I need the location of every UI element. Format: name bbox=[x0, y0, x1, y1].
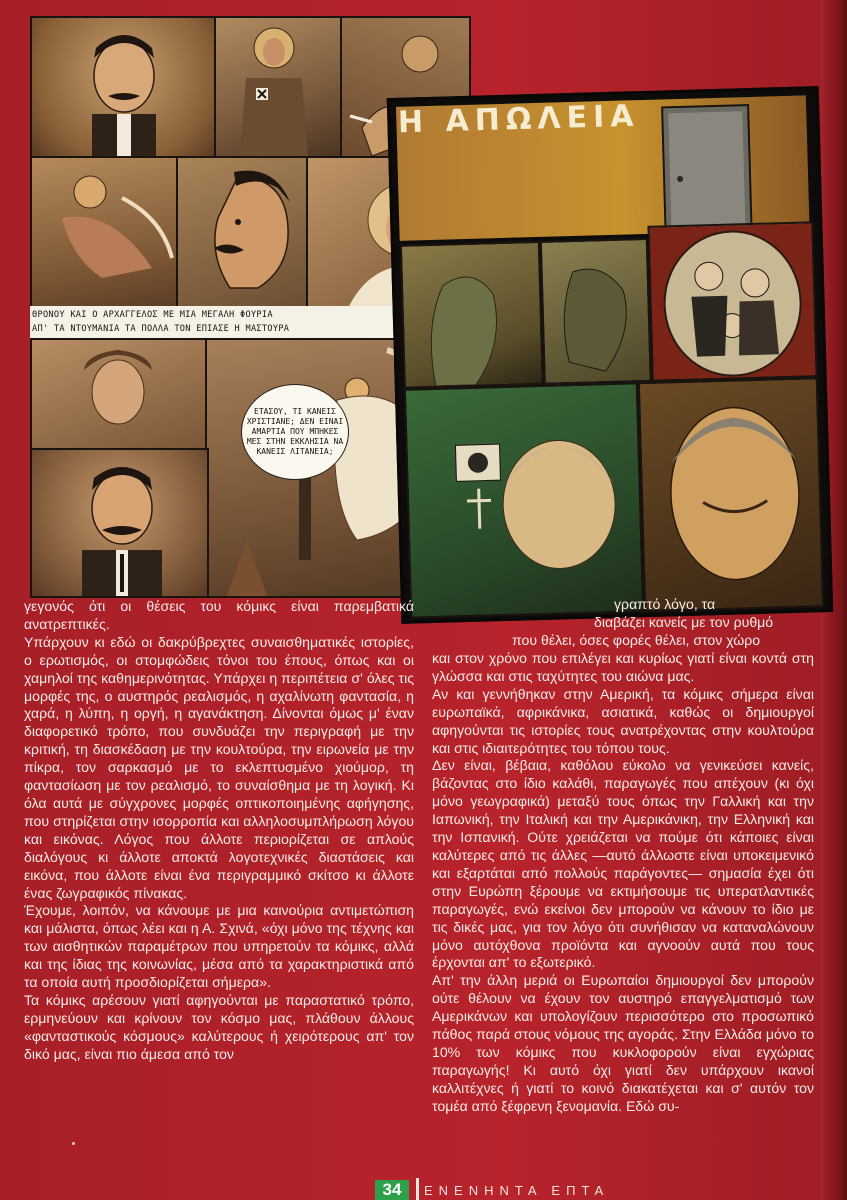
comic-panel-old-man bbox=[638, 377, 824, 612]
comic-panel-man-smoking bbox=[30, 16, 218, 158]
paragraph: Απ' την άλλη μεριά οι Ευρωπαίοι δημιουργοί δεν μπορούν ούτε θέλουν να έχουν τον αυστηρό επαγγελματισμό των Αμερικάνων και υπολογίζουν περισσότερο στο προσωπικό πάθος παρά στους νόμους της αγοράς. Στην Ελλάδα μόνο το 10% των κόμικς που κυκλοφορούν είναι εγχώριας παραγωγής! Κι αυτό όχι γιατί δεν υπάρχουν ικανοί καλλιτέχνες ή γιατί το κοινό διακατέχεται και σ' αυτόν τον τομέα από ξέφρενη ξενομανία. Εδώ συ- bbox=[432, 972, 814, 1114]
comic-page-apwleia bbox=[387, 86, 834, 624]
portrait-man-illustration bbox=[32, 18, 216, 156]
comic-title: Η ΑΠΩΛΕΙΑ bbox=[397, 98, 640, 141]
footer-divider bbox=[416, 1178, 419, 1200]
decorative-dot bbox=[72, 1142, 75, 1145]
comic-panel-family-portrait bbox=[647, 221, 817, 382]
comic-panel-icon-face bbox=[30, 338, 209, 452]
paragraph: Αν και γεννήθηκαν στην Αμερική, τα κόμικς σήμερα είναι ευρωπαϊκά, αφρικάνικα, ασιατικά, καθώς οι δημιουργοί αφηγούνται τις ιστορίες τους ανατρέχοντας στην κουλτούρα και στις ιδιαιτερότητες του τόπου τους. bbox=[432, 685, 814, 756]
article-column-right bbox=[432, 650, 814, 1116]
paragraph: γεγονός ότι οι θέσεις του κόμικς είναι παρεμβατικά ανατρεπτικές. bbox=[24, 598, 414, 632]
speech-balloon: ΕΤΑΣΟΥ, ΤΙ ΚΑΝΕΙΣ ΧΡΙΣΤΙΑΝΕ; ΔΕΝ ΕΙΝΑΙ ΑΜΑΡΤΙΑ ΠΟΥ ΜΠΗΚΕΣ ΜΕΣ ΣΤΗΝ ΕΚΚΛΗΣΙΑ ΝΑ ΚΑΝΕΙΣ ΛΙΤΑΝΕΙΑ; bbox=[241, 384, 349, 480]
right-intro-line-2: διαβάζει κανείς με τον ρυθμό bbox=[594, 614, 774, 630]
comic-panel-ghost-figure bbox=[400, 241, 544, 389]
family-portrait-illustration bbox=[649, 223, 815, 379]
old-man-illustration bbox=[640, 379, 822, 610]
dark-figure-illustration bbox=[542, 240, 650, 383]
magazine-name: ΕΝΕΝΗΝΤΑ ΕΠΤΑ bbox=[424, 1183, 610, 1198]
page-number: 34 bbox=[375, 1180, 409, 1200]
angel-illustration bbox=[32, 158, 178, 308]
paragraph: και στον χρόνο που επιλέγει και κυρίως γιατί είναι κοντά στη γλώσσα και στις ταχύτητες του αιώνα μας. bbox=[432, 650, 814, 684]
article-column-left bbox=[24, 598, 414, 1064]
portrait-man-2-illustration bbox=[32, 450, 207, 596]
comic-panel-angel-fresco bbox=[30, 156, 180, 310]
comic-panel-profile-mustache bbox=[176, 156, 310, 310]
comic-panel-old-woman bbox=[404, 382, 644, 618]
caption-line-2: ΑΠ' ΤΑ ΝΤΟΥΜΑΝΙΑ ΤΑ ΠΟΛΛΑ ΤΟΝ ΕΠΙΑΣΕ Η ΜΑΣΤΟΥΡΑ bbox=[32, 324, 290, 334]
paragraph: Έχουμε, λοιπόν, να κάνουμε με μια καινούρια αντιμετώπιση και μάλιστα, όπως λέει και η Α. Σχινά, «όχι μόνο της τέχνης και των αισθητικών παραμέτρων που υπηρετούν τα κόμικς, αλλά και της ίδιας της κοινωνίας, μέσα από τα χαρακτηριστικά από τα οποία αυτή προσδιορίζεται σήμερα». bbox=[24, 902, 414, 991]
icon-face-illustration bbox=[32, 340, 207, 450]
right-intro-line-1: γραπτό λόγο, τα bbox=[614, 596, 716, 612]
paragraph: Υπάρχουν κι εδώ οι δακρύβρεχτες συναισθηματικές ιστορίες, ο ερωτισμός, οι στομφώδεις τόνοι του έπους, όπως και οι χαμηλοί της καθημερινότητας. Υπάρχει η περιπέτεια σ' όλες τις μορφές της, ο αυστηρός ρεαλισμός, η αχαλίνωτη φαντασία, η χαρά, η λύπη, η οργή, η αγανάκτηση. Δίνονται όμως μ' έναν διαφορετικό τρόπο, που συνδυάζει την περιγραφή με την κριτική, τη διασκέδαση με την κουλτούρα, την ειρωνεία με την πίκρα, τον σαρκασμό με το εκλεπτυσμένο χιούμορ, τη φαντασίωση με τον ρεαλισμό, το συναίσθημα με τη λογική. Κι όλα αυτά με σύγχρονες μορφές οπτικοποιημένης αφήγησης, που στηρίζεται στην ισορροπία και αλληλοσυμπλήρωση λόγου και εικόνας. Λόγος που άλλοτε περιορίζεται σε απλούς διαλόγους κι άλλοτε αποκτά λογοτεχνικές διαστάσεις και εικόνα, που άλλοτε είναι ένα περιγραμμικό σκίτσο κι άλλοτε ένας ζωγραφικός πίνακας. bbox=[24, 633, 414, 901]
paragraph: Δεν είναι, βέβαια, καθόλου εύκολο να γενικεύσει κανείς, βάζοντας στο ίδιο καλάθι, παραγωγές που απέχουν (κι όχι μόνο γεωγραφικά) μεταξύ τους όπως την Γαλλική και την Ιαπωνική, την Ιταλική και την Αμερικάνικη, την Ελληνική και την Ισπανική. Ούτε χρειάζεται να πούμε ότι κάποιες είναι καλύτερες από τις άλλες —αυτό άλλωστε είναι υποκειμενικό και εξαρτάται από πολλούς παράγοντες— σημασία έχει ότι στην Ευρώπη ξέρουμε να εκτιμήσουμε τις υπερατλαντικές παραγωγές, ενώ εκείνοι δεν μπορούν να κάνουν το ίδιο με τις δικές μας, για τον λόγο ότι συνήθισαν να καταναλώνουν μόνο αυτόχθονα προϊόντα και αγνοούν αυτά που τους έρχονται απ' το εξωτερικό. bbox=[432, 757, 814, 971]
icon-fresco-illustration bbox=[216, 18, 342, 156]
paragraph: Τα κόμικς αρέσουν γιατί αφηγούνται με παραστατικό τρόπο, ερμηνεύουν και κρίνουν τον κόσμο μας, πλάθουν άλλους «φανταστικούς κόσμους» καλύτερους ή χειρότερους απ' τον δικό μας, είναι πιο άμεσα από τον bbox=[24, 991, 414, 1062]
profile-man-illustration bbox=[178, 158, 308, 308]
caption-line-1: ΘΡΟΝΟΥ ΚΑΙ Ο ΑΡΧΑΓΓΕΛΟΣ ΜΕ ΜΙΑ ΜΕΓΑΛΗ ΦΟΥΡΙΑ bbox=[32, 310, 273, 320]
ghost-figure-illustration bbox=[402, 243, 542, 387]
old-woman-illustration bbox=[406, 384, 642, 616]
right-intro-line-3: που θέλει, όσες φορές θέλει, στον χώρο bbox=[512, 632, 761, 648]
comic-panel-man-portrait bbox=[30, 448, 209, 598]
comic-panel-dark-figure bbox=[540, 238, 652, 385]
comic-panel-icon-saint bbox=[214, 16, 344, 158]
